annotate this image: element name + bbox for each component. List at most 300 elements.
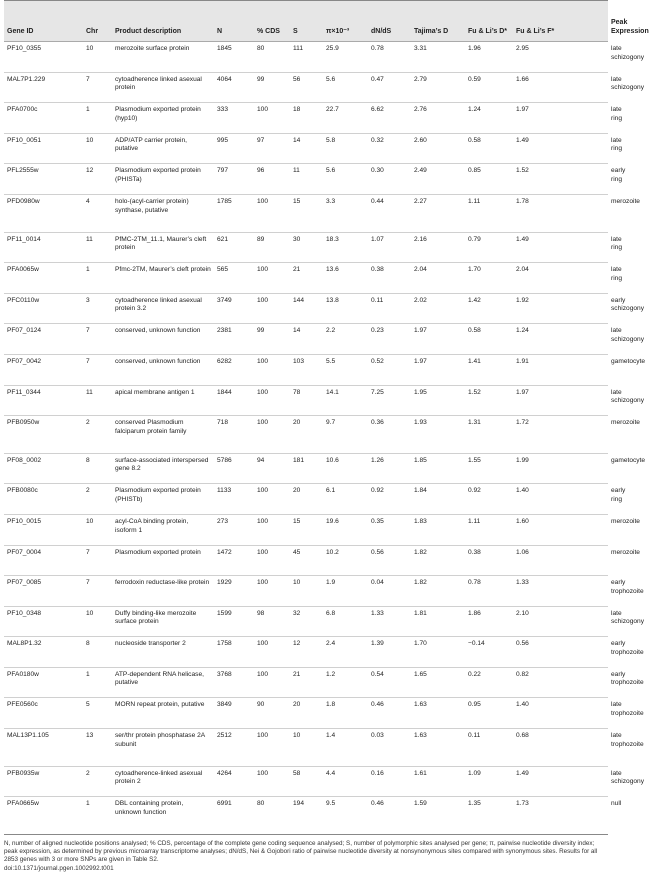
cell-fuli-f: 1.97 xyxy=(513,103,608,134)
cell-n: 1929 xyxy=(214,576,254,607)
table-row: PFB0935w 2 cytoadherence-linked asexual protein 2 4264 100 58 4.4 0.16 1.61 1.09 1.49 late schizogony xyxy=(4,766,608,797)
table-row: PF08_0002 8 surface-associated interspersed gene 8.2 5786 94 181 10.6 1.26 1.85 1.55 1.99 gametocyte xyxy=(4,453,608,484)
cell-dnds: 1.26 xyxy=(368,453,411,484)
cell-gene-id: PFB0080c xyxy=(4,484,83,515)
cell-fuli-d: 0.85 xyxy=(465,164,513,195)
cell-fuli-d: 1.41 xyxy=(465,354,513,385)
cell-pi: 1.2 xyxy=(323,667,368,698)
cell-gene-id: PF10_0348 xyxy=(4,606,83,637)
cell-fuli-f: 0.68 xyxy=(513,729,608,767)
cell-cds: 100 xyxy=(254,667,290,698)
cell-pi: 2.2 xyxy=(323,324,368,355)
cell-dnds: 0.35 xyxy=(368,514,411,545)
cell-gene-id: PFE0560c xyxy=(4,698,83,729)
cell-n: 1758 xyxy=(214,637,254,668)
cell-dnds: 0.92 xyxy=(368,484,411,515)
cell-fuli-f: 1.91 xyxy=(513,354,608,385)
cell-product: DBL containing protein, unknown function xyxy=(112,797,214,835)
cell-gene-id: PF11_0014 xyxy=(4,232,83,263)
cell-pi: 25.9 xyxy=(323,42,368,73)
cell-gene-id: PF07_0124 xyxy=(4,324,83,355)
cell-fuli-f: 1.66 xyxy=(513,72,608,103)
cell-n: 995 xyxy=(214,133,254,164)
cell-dnds: 0.03 xyxy=(368,729,411,767)
cell-s: 15 xyxy=(290,514,323,545)
cell-cds: 100 xyxy=(254,514,290,545)
footnote-text: N, number of aligned nucleotide positions analysed; % CDS, percentage of the complete gene coding sequence analysed; S, number of polymorphic sites analysed per gene; π, pairwise nucleotide diversity index; peak expression, as determined by previous microarray transcriptome analyses; dN/dS, Nei & Gojobori ratio of pairwise nucleotide diversity at nonsynonymous sites compared with synonymous sites. Results for all 2853 genes with 3 or more SNPs are given in Table S2. xyxy=(4,839,598,864)
table-footnote xyxy=(0,835,612,873)
cell-fuli-f: 1.49 xyxy=(513,766,608,797)
cell-chr: 10 xyxy=(83,42,112,73)
table-row: PF07_0004 7 Plasmodium exported protein 1472 100 45 10.2 0.56 1.82 0.38 1.06 merozoite xyxy=(4,545,608,576)
cell-fuli-f: 1.33 xyxy=(513,576,608,607)
cell-dnds: 0.56 xyxy=(368,545,411,576)
cell-cds: 100 xyxy=(254,416,290,454)
cell-n: 621 xyxy=(214,232,254,263)
cell-cds: 100 xyxy=(254,766,290,797)
cell-chr: 3 xyxy=(83,293,112,324)
cell-pi: 1.4 xyxy=(323,729,368,767)
cell-cds: 97 xyxy=(254,133,290,164)
cell-tajima: 2.16 xyxy=(411,232,465,263)
cell-pi: 10.6 xyxy=(323,453,368,484)
cell-pi: 14.1 xyxy=(323,385,368,416)
cell-pi: 5.6 xyxy=(323,164,368,195)
table-row: PFD0980w 4 holo-(acyl-carrier protein) synthase, putative 1785 100 15 3.3 0.44 2.27 1.11 1.78 merozoite xyxy=(4,194,608,232)
cell-gene-id: PFC0110w xyxy=(4,293,83,324)
cell-product: holo-(acyl-carrier protein) synthase, putative xyxy=(112,194,214,232)
cell-fuli-f: 1.60 xyxy=(513,514,608,545)
cell-tajima: 2.02 xyxy=(411,293,465,324)
cell-s: 194 xyxy=(290,797,323,835)
cell-product: Pfmc-2TM, Maurer’s cleft protein xyxy=(112,263,214,294)
table-row: PF07_0085 7 ferrodoxin reductase-like protein 1929 100 10 1.9 0.04 1.82 0.78 1.33 early trophozoite xyxy=(4,576,608,607)
cell-product: conserved, unknown function xyxy=(112,324,214,355)
cell-dnds: 0.52 xyxy=(368,354,411,385)
cell-fuli-d: 1.70 xyxy=(465,263,513,294)
header-gene-id: Gene ID xyxy=(4,1,83,42)
cell-pi: 2.4 xyxy=(323,637,368,668)
cell-product: nucleoside transporter 2 xyxy=(112,637,214,668)
cell-product: Plasmodium exported protein (PHISTb) xyxy=(112,484,214,515)
cell-n: 5786 xyxy=(214,453,254,484)
cell-tajima: 1.81 xyxy=(411,606,465,637)
cell-pi: 18.3 xyxy=(323,232,368,263)
cell-cds: 100 xyxy=(254,263,290,294)
cell-tajima: 2.49 xyxy=(411,164,465,195)
cell-product: conserved, unknown function xyxy=(112,354,214,385)
cell-product: acyl-CoA binding protein, isoform 1 xyxy=(112,514,214,545)
cell-cds: 100 xyxy=(254,545,290,576)
cell-gene-id: MAL7P1.229 xyxy=(4,72,83,103)
table-body xyxy=(4,42,646,835)
cell-s: 11 xyxy=(290,164,323,195)
table-row: PFA0665w 1 DBL containing protein, unknown function 6991 80 194 9.5 0.46 1.59 1.35 1.73 null xyxy=(4,797,608,835)
table-row: PF11_0344 11 apical membrane antigen 1 1844 100 78 14.1 7.25 1.95 1.52 1.97 late schizogony xyxy=(4,385,608,416)
cell-fuli-f: 0.56 xyxy=(513,637,608,668)
cell-product: cytoadherence linked asexual protein 3.2 xyxy=(112,293,214,324)
header-chr: Chr xyxy=(83,1,112,42)
cell-fuli-f: 1.40 xyxy=(513,698,608,729)
cell-tajima: 1.63 xyxy=(411,729,465,767)
cell-s: 111 xyxy=(290,42,323,73)
table-row: MAL8P1.32 8 nucleoside transporter 2 1758 100 12 2.4 1.39 1.70 −0.14 0.56 early trophozoite xyxy=(4,637,608,668)
cell-cds: 80 xyxy=(254,797,290,835)
cell-tajima: 2.04 xyxy=(411,263,465,294)
cell-fuli-f: 1.40 xyxy=(513,484,608,515)
cell-chr: 8 xyxy=(83,453,112,484)
cell-chr: 8 xyxy=(83,637,112,668)
cell-s: 45 xyxy=(290,545,323,576)
cell-fuli-d: −0.14 xyxy=(465,637,513,668)
cell-s: 14 xyxy=(290,133,323,164)
cell-dnds: 6.62 xyxy=(368,103,411,134)
cell-fuli-f: 2.04 xyxy=(513,263,608,294)
cell-pi: 3.3 xyxy=(323,194,368,232)
cell-fuli-d: 0.38 xyxy=(465,545,513,576)
cell-chr: 13 xyxy=(83,729,112,767)
cell-gene-id: PF11_0344 xyxy=(4,385,83,416)
table-row: PF10_0348 10 Duffy binding-like merozoite surface protein 1599 98 32 6.8 1.33 1.81 1.86 2.10 late schizogony xyxy=(4,606,608,637)
cell-pi: 10.2 xyxy=(323,545,368,576)
cell-fuli-d: 0.58 xyxy=(465,133,513,164)
cell-tajima: 2.76 xyxy=(411,103,465,134)
cell-fuli-f: 1.99 xyxy=(513,453,608,484)
cell-s: 21 xyxy=(290,667,323,698)
cell-s: 58 xyxy=(290,766,323,797)
cell-dnds: 0.38 xyxy=(368,263,411,294)
cell-product: ADP/ATP carrier protein, putative xyxy=(112,133,214,164)
header-n: N xyxy=(214,1,254,42)
cell-tajima: 1.84 xyxy=(411,484,465,515)
cell-n: 273 xyxy=(214,514,254,545)
cell-n: 718 xyxy=(214,416,254,454)
header-cds: % CDS xyxy=(254,1,290,42)
cell-s: 32 xyxy=(290,606,323,637)
cell-chr: 7 xyxy=(83,576,112,607)
cell-chr: 7 xyxy=(83,72,112,103)
cell-fuli-d: 0.58 xyxy=(465,324,513,355)
cell-s: 18 xyxy=(290,103,323,134)
cell-n: 4064 xyxy=(214,72,254,103)
cell-s: 14 xyxy=(290,324,323,355)
cell-pi: 13.6 xyxy=(323,263,368,294)
cell-chr: 2 xyxy=(83,484,112,515)
cell-s: 10 xyxy=(290,576,323,607)
cell-gene-id: PFB0935w xyxy=(4,766,83,797)
cell-pi: 6.1 xyxy=(323,484,368,515)
cell-dnds: 0.44 xyxy=(368,194,411,232)
cell-product: ferrodoxin reductase-like protein xyxy=(112,576,214,607)
cell-s: 78 xyxy=(290,385,323,416)
cell-s: 12 xyxy=(290,637,323,668)
header-fuli-d: Fu & Li’s D* xyxy=(465,1,513,42)
cell-gene-id: PF08_0002 xyxy=(4,453,83,484)
cell-tajima: 1.95 xyxy=(411,385,465,416)
cell-n: 1599 xyxy=(214,606,254,637)
cell-n: 1845 xyxy=(214,42,254,73)
cell-fuli-d: 0.22 xyxy=(465,667,513,698)
cell-product: cytoadherence-linked asexual protein 2 xyxy=(112,766,214,797)
cell-gene-id: PFA0700c xyxy=(4,103,83,134)
cell-dnds: 0.16 xyxy=(368,766,411,797)
header-pi: π×10⁻³ xyxy=(323,1,368,42)
header-product: Product description xyxy=(112,1,214,42)
cell-dnds: 0.04 xyxy=(368,576,411,607)
cell-cds: 96 xyxy=(254,164,290,195)
cell-cds: 100 xyxy=(254,729,290,767)
cell-chr: 4 xyxy=(83,194,112,232)
cell-chr: 1 xyxy=(83,797,112,835)
cell-fuli-d: 1.52 xyxy=(465,385,513,416)
cell-pi: 9.5 xyxy=(323,797,368,835)
cell-s: 21 xyxy=(290,263,323,294)
table-row: PF07_0042 7 conserved, unknown function 6282 100 103 5.5 0.52 1.97 1.41 1.91 gametocyte xyxy=(4,354,608,385)
cell-fuli-f: 1.52 xyxy=(513,164,608,195)
cell-dnds: 0.46 xyxy=(368,797,411,835)
table-header-row: Gene ID Chr Product description N % CDS S π×10⁻³ dN/dS Tajima’s D Fu & Li’s D* Fu & Li’s F* Peak Expression xyxy=(4,1,608,42)
cell-dnds: 7.25 xyxy=(368,385,411,416)
table-row: MAL7P1.229 7 cytoadherence linked asexual protein 4064 99 56 5.6 0.47 2.79 0.59 1.66 late schizogony xyxy=(4,72,608,103)
cell-s: 30 xyxy=(290,232,323,263)
cell-cds: 98 xyxy=(254,606,290,637)
cell-tajima: 1.93 xyxy=(411,416,465,454)
table-row: PF10_0355 10 merozoite surface protein 1845 80 111 25.9 0.78 3.31 1.96 2.95 late schizogony xyxy=(4,42,608,73)
cell-cds: 100 xyxy=(254,354,290,385)
cell-tajima: 2.79 xyxy=(411,72,465,103)
table-row: PF10_0051 10 ADP/ATP carrier protein, putative 995 97 14 5.8 0.32 2.60 0.58 1.49 late ring xyxy=(4,133,608,164)
cell-cds: 100 xyxy=(254,194,290,232)
cell-n: 1133 xyxy=(214,484,254,515)
cell-dnds: 1.39 xyxy=(368,637,411,668)
cell-tajima: 2.60 xyxy=(411,133,465,164)
cell-gene-id: PFB0950w xyxy=(4,416,83,454)
cell-fuli-f: 1.92 xyxy=(513,293,608,324)
cell-cds: 80 xyxy=(254,42,290,73)
cell-dnds: 0.78 xyxy=(368,42,411,73)
cell-fuli-f: 1.24 xyxy=(513,324,608,355)
cell-fuli-f: 1.49 xyxy=(513,232,608,263)
cell-fuli-d: 1.11 xyxy=(465,514,513,545)
cell-gene-id: PF10_0051 xyxy=(4,133,83,164)
cell-chr: 5 xyxy=(83,698,112,729)
cell-fuli-f: 1.06 xyxy=(513,545,608,576)
cell-fuli-f: 1.97 xyxy=(513,385,608,416)
cell-pi: 5.6 xyxy=(323,72,368,103)
cell-n: 2512 xyxy=(214,729,254,767)
table-row: PFA0065w 1 Pfmc-2TM, Maurer’s cleft protein 565 100 21 13.6 0.38 2.04 1.70 2.04 late ring xyxy=(4,263,608,294)
cell-fuli-d: 0.79 xyxy=(465,232,513,263)
cell-fuli-d: 1.09 xyxy=(465,766,513,797)
cell-pi: 1.8 xyxy=(323,698,368,729)
cell-s: 20 xyxy=(290,416,323,454)
cell-fuli-d: 1.31 xyxy=(465,416,513,454)
cell-s: 103 xyxy=(290,354,323,385)
cell-tajima: 2.27 xyxy=(411,194,465,232)
cell-product: Plasmodium exported protein (hyp10) xyxy=(112,103,214,134)
cell-pi: 9.7 xyxy=(323,416,368,454)
cell-product: Plasmodium exported protein xyxy=(112,545,214,576)
cell-gene-id: PF10_0015 xyxy=(4,514,83,545)
cell-n: 3749 xyxy=(214,293,254,324)
cell-dnds: 0.36 xyxy=(368,416,411,454)
cell-fuli-f: 2.95 xyxy=(513,42,608,73)
table-row: PF10_0015 10 acyl-CoA binding protein, isoform 1 273 100 15 19.6 0.35 1.83 1.11 1.60 merozoite xyxy=(4,514,608,545)
cell-fuli-d: 1.55 xyxy=(465,453,513,484)
cell-fuli-d: 1.24 xyxy=(465,103,513,134)
cell-chr: 10 xyxy=(83,514,112,545)
footnote-doi: doi:10.1371/journal.pgen.1002992.t001 xyxy=(4,864,114,872)
cell-fuli-d: 0.78 xyxy=(465,576,513,607)
cell-n: 1472 xyxy=(214,545,254,576)
gene-table xyxy=(4,0,649,835)
cell-n: 4264 xyxy=(214,766,254,797)
cell-chr: 10 xyxy=(83,606,112,637)
cell-gene-id: PFL2555w xyxy=(4,164,83,195)
cell-dnds: 0.47 xyxy=(368,72,411,103)
table-row: PFB0080c 2 Plasmodium exported protein (PHISTb) 1133 100 20 6.1 0.92 1.84 0.92 1.40 early ring xyxy=(4,484,608,515)
cell-cds: 100 xyxy=(254,103,290,134)
cell-cds: 100 xyxy=(254,293,290,324)
cell-dnds: 0.11 xyxy=(368,293,411,324)
cell-fuli-d: 1.86 xyxy=(465,606,513,637)
cell-n: 333 xyxy=(214,103,254,134)
cell-cds: 100 xyxy=(254,484,290,515)
cell-tajima: 1.63 xyxy=(411,698,465,729)
cell-gene-id: PFA0180w xyxy=(4,667,83,698)
cell-tajima: 1.70 xyxy=(411,637,465,668)
cell-product: Duffy binding-like merozoite surface protein xyxy=(112,606,214,637)
cell-chr: 2 xyxy=(83,416,112,454)
header-s: S xyxy=(290,1,323,42)
cell-gene-id: MAL8P1.32 xyxy=(4,637,83,668)
cell-chr: 12 xyxy=(83,164,112,195)
cell-dnds: 0.46 xyxy=(368,698,411,729)
cell-gene-id: MAL13P1.105 xyxy=(4,729,83,767)
cell-cds: 90 xyxy=(254,698,290,729)
cell-gene-id: PFA0065w xyxy=(4,263,83,294)
table-row: PFA0180w 1 ATP-dependent RNA helicase, putative 3768 100 21 1.2 0.54 1.65 0.22 0.82 early trophozoite xyxy=(4,667,608,698)
cell-s: 20 xyxy=(290,698,323,729)
cell-pi: 1.9 xyxy=(323,576,368,607)
cell-fuli-f: 1.72 xyxy=(513,416,608,454)
cell-chr: 1 xyxy=(83,667,112,698)
cell-pi: 13.8 xyxy=(323,293,368,324)
cell-s: 144 xyxy=(290,293,323,324)
table-row: PFL2555w 12 Plasmodium exported protein (PHISTa) 797 96 11 5.6 0.30 2.49 0.85 1.52 early ring xyxy=(4,164,608,195)
cell-n: 2381 xyxy=(214,324,254,355)
cell-n: 3849 xyxy=(214,698,254,729)
cell-s: 10 xyxy=(290,729,323,767)
cell-cds: 100 xyxy=(254,637,290,668)
cell-tajima: 1.61 xyxy=(411,766,465,797)
cell-n: 797 xyxy=(214,164,254,195)
cell-n: 1844 xyxy=(214,385,254,416)
cell-product: merozoite surface protein xyxy=(112,42,214,73)
cell-n: 6991 xyxy=(214,797,254,835)
cell-cds: 94 xyxy=(254,453,290,484)
cell-chr: 11 xyxy=(83,232,112,263)
cell-pi: 22.7 xyxy=(323,103,368,134)
cell-tajima: 1.65 xyxy=(411,667,465,698)
cell-chr: 7 xyxy=(83,324,112,355)
cell-gene-id: PF07_0042 xyxy=(4,354,83,385)
cell-gene-id: PF10_0355 xyxy=(4,42,83,73)
header-fuli-f: Fu & Li’s F* xyxy=(513,1,608,42)
header-tajima: Tajima’s D xyxy=(411,1,465,42)
cell-cds: 89 xyxy=(254,232,290,263)
cell-s: 56 xyxy=(290,72,323,103)
header-dnds: dN/dS xyxy=(368,1,411,42)
cell-fuli-d: 0.59 xyxy=(465,72,513,103)
cell-s: 15 xyxy=(290,194,323,232)
cell-tajima: 1.97 xyxy=(411,354,465,385)
table-row: PF07_0124 7 conserved, unknown function 2381 99 14 2.2 0.23 1.97 0.58 1.24 late schizogony xyxy=(4,324,608,355)
cell-n: 3768 xyxy=(214,667,254,698)
cell-tajima: 1.85 xyxy=(411,453,465,484)
cell-product: ser/thr protein phosphatase 2A subunit xyxy=(112,729,214,767)
cell-product: ATP-dependent RNA helicase, putative xyxy=(112,667,214,698)
cell-fuli-f: 1.78 xyxy=(513,194,608,232)
cell-product: Plasmodium exported protein (PHISTa) xyxy=(112,164,214,195)
table-row: PFC0110w 3 cytoadherence linked asexual protein 3.2 3749 100 144 13.8 0.11 2.02 1.42 1.92 early schizogony xyxy=(4,293,608,324)
cell-fuli-f: 1.73 xyxy=(513,797,608,835)
cell-dnds: 0.54 xyxy=(368,667,411,698)
cell-chr: 7 xyxy=(83,545,112,576)
cell-tajima: 1.83 xyxy=(411,514,465,545)
cell-tajima: 1.97 xyxy=(411,324,465,355)
cell-fuli-d: 0.92 xyxy=(465,484,513,515)
cell-dnds: 0.23 xyxy=(368,324,411,355)
cell-product: apical membrane antigen 1 xyxy=(112,385,214,416)
cell-fuli-d: 1.42 xyxy=(465,293,513,324)
cell-pi: 5.5 xyxy=(323,354,368,385)
cell-tajima: 3.31 xyxy=(411,42,465,73)
table-row: PFA0700c 1 Plasmodium exported protein (hyp10) 333 100 18 22.7 6.62 2.76 1.24 1.97 late ring xyxy=(4,103,608,134)
cell-product: conserved Plasmodium falciparum protein family xyxy=(112,416,214,454)
cell-dnds: 1.07 xyxy=(368,232,411,263)
cell-cds: 100 xyxy=(254,385,290,416)
cell-tajima: 1.82 xyxy=(411,576,465,607)
cell-chr: 7 xyxy=(83,354,112,385)
cell-n: 565 xyxy=(214,263,254,294)
cell-gene-id: PFD0980w xyxy=(4,194,83,232)
cell-product: surface-associated interspersed gene 8.2 xyxy=(112,453,214,484)
cell-fuli-f: 0.82 xyxy=(513,667,608,698)
cell-cds: 100 xyxy=(254,576,290,607)
cell-tajima: 1.82 xyxy=(411,545,465,576)
cell-chr: 2 xyxy=(83,766,112,797)
cell-fuli-d: 1.96 xyxy=(465,42,513,73)
cell-gene-id: PF07_0085 xyxy=(4,576,83,607)
cell-cds: 99 xyxy=(254,72,290,103)
cell-tajima: 1.59 xyxy=(411,797,465,835)
cell-fuli-d: 1.35 xyxy=(465,797,513,835)
cell-pi: 6.8 xyxy=(323,606,368,637)
cell-dnds: 1.33 xyxy=(368,606,411,637)
cell-fuli-f: 1.49 xyxy=(513,133,608,164)
cell-chr: 10 xyxy=(83,133,112,164)
cell-dnds: 0.30 xyxy=(368,164,411,195)
table-row: MAL13P1.105 13 ser/thr protein phosphatase 2A subunit 2512 100 10 1.4 0.03 1.63 0.11 0.68 late trophozoite xyxy=(4,729,608,767)
cell-s: 20 xyxy=(290,484,323,515)
cell-product: cytoadherence linked asexual protein xyxy=(112,72,214,103)
cell-gene-id: PFA0665w xyxy=(4,797,83,835)
cell-product: PfMC-2TM_11.1, Maurer’s cleft protein xyxy=(112,232,214,263)
table-row: PFE0560c 5 MORN repeat protein, putative 3849 90 20 1.8 0.46 1.63 0.95 1.40 late trophozoite xyxy=(4,698,608,729)
cell-chr: 1 xyxy=(83,103,112,134)
cell-chr: 1 xyxy=(83,263,112,294)
